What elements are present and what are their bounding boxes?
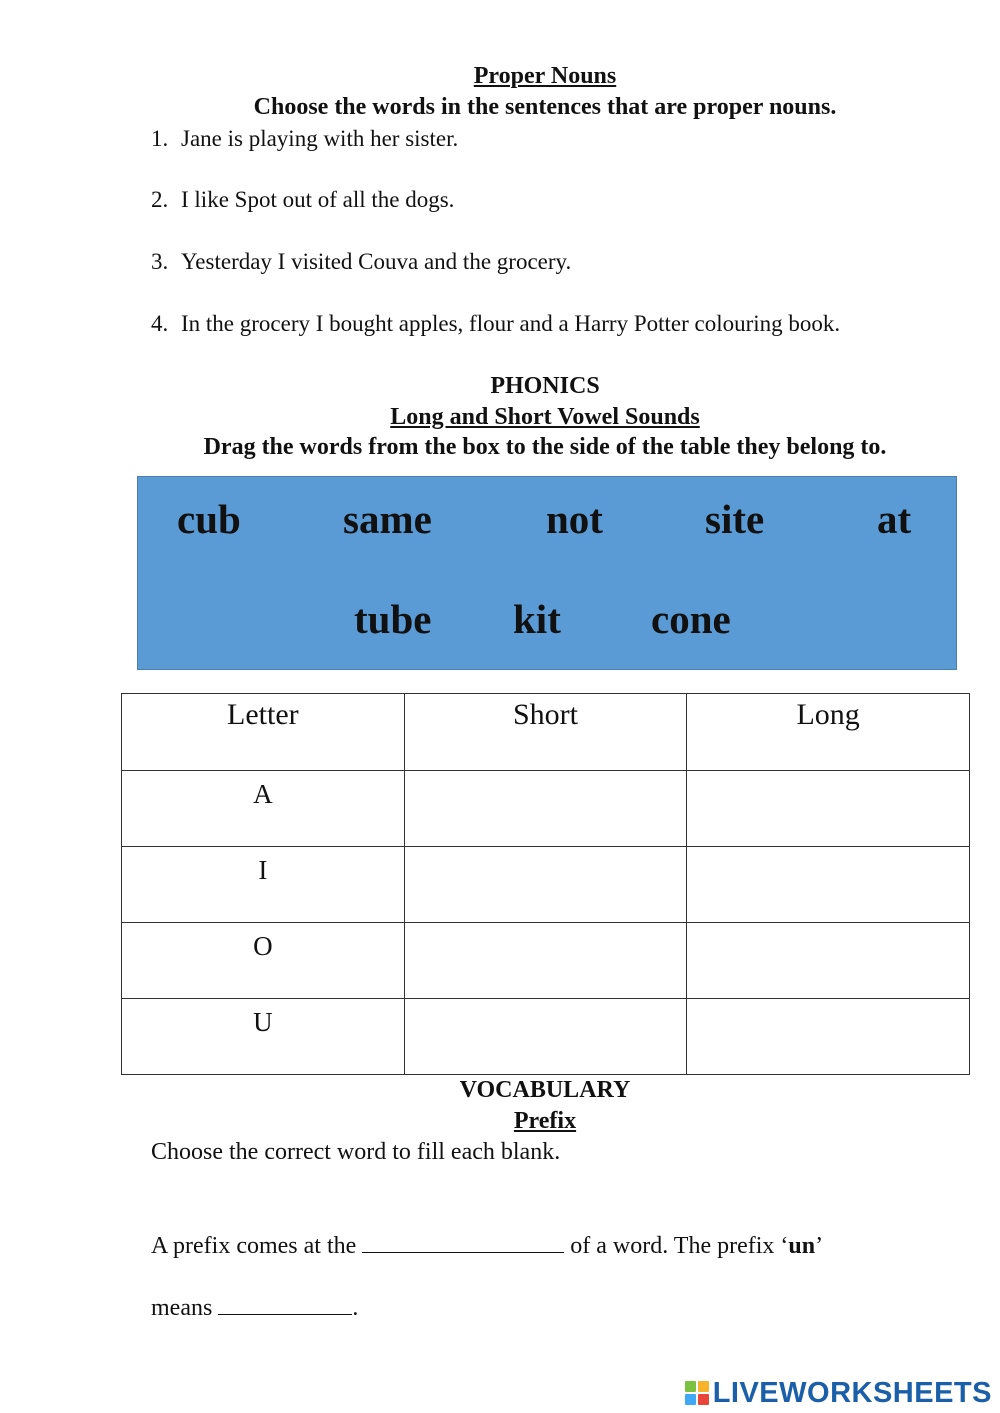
column-header: Short [404,694,687,771]
liveworksheets-logo-icon [685,1381,709,1405]
phonics-heading: PHONICS [490,373,600,399]
liveworksheets-logo [685,1376,992,1410]
vocabulary-instruction: Choose the correct word to fill each blank. [151,1139,561,1165]
letter-cell: I [122,847,405,923]
sentence-item [151,185,454,215]
long-drop-zone[interactable] [687,923,970,999]
column-header: Long [687,694,970,771]
vowel-sort-table [121,693,970,1075]
table-row [122,771,970,847]
sentence-fragment: ’ [815,1233,824,1259]
sentence-item [151,309,840,339]
proper-nouns-title: Proper Nouns [473,63,617,89]
sentence-number: 2. [151,187,169,212]
sentence-fragment: . [352,1295,359,1321]
prefix-term: un [788,1233,816,1259]
draggable-word[interactable]: cub [177,496,241,542]
phonics-subheading: Long and Short Vowel Sounds [390,404,700,430]
short-drop-zone[interactable] [404,923,687,999]
long-drop-zone[interactable] [687,847,970,923]
draggable-word[interactable]: not [546,496,603,542]
blank-meaning-answer[interactable] [218,1292,352,1315]
vocabulary-heading: VOCABULARY [459,1077,631,1103]
short-drop-zone[interactable] [404,999,687,1075]
sentence-fragment: means [151,1295,213,1321]
sentence-number: 4. [151,311,169,336]
table-row [122,999,970,1075]
sentence-text[interactable]: Jane is playing with her sister. [181,126,459,151]
letter-cell: O [122,923,405,999]
sentence-item [151,247,571,277]
word-bank [137,476,957,670]
sentence-text[interactable]: In the grocery I bought apples, flour and a Harry Potter colouring book. [181,311,841,336]
vocabulary-subheading: Prefix [513,1108,577,1134]
sentence-number: 1. [151,126,169,151]
draggable-word[interactable]: same [343,496,432,542]
draggable-word[interactable]: cone [651,596,731,642]
prefix-sentence [151,1230,823,1261]
sentence-fragment: A prefix comes at the [151,1233,357,1259]
logo-text: LIVEWORKSHEETS [712,1376,992,1409]
letter-cell: U [122,999,405,1075]
draggable-word[interactable]: tube [354,596,432,642]
draggable-word[interactable]: at [877,496,912,542]
short-drop-zone[interactable] [404,847,687,923]
sentence-text[interactable]: Yesterday I visited Couva and the grocery. [181,249,572,274]
sentence-item [151,124,458,154]
proper-nouns-instruction: Choose the words in the sentences that are proper nouns. [253,94,837,120]
prefix-meaning-sentence [151,1292,358,1323]
draggable-word[interactable]: kit [513,596,561,642]
short-drop-zone[interactable] [404,771,687,847]
column-header: Letter [122,694,405,771]
long-drop-zone[interactable] [687,999,970,1075]
phonics-instruction: Drag the words from the box to the side of the table they belong to. [203,434,887,460]
sentence-number: 3. [151,249,169,274]
sentence-text[interactable]: I like Spot out of all the dogs. [181,187,455,212]
table-row [122,923,970,999]
letter-cell: A [122,771,405,847]
draggable-word[interactable]: site [705,496,765,542]
long-drop-zone[interactable] [687,771,970,847]
table-header-row [122,694,970,771]
table-row [122,847,970,923]
sentence-fragment: of a word. The prefix ‘ [570,1233,789,1259]
blank-beginning-answer[interactable] [362,1230,564,1253]
